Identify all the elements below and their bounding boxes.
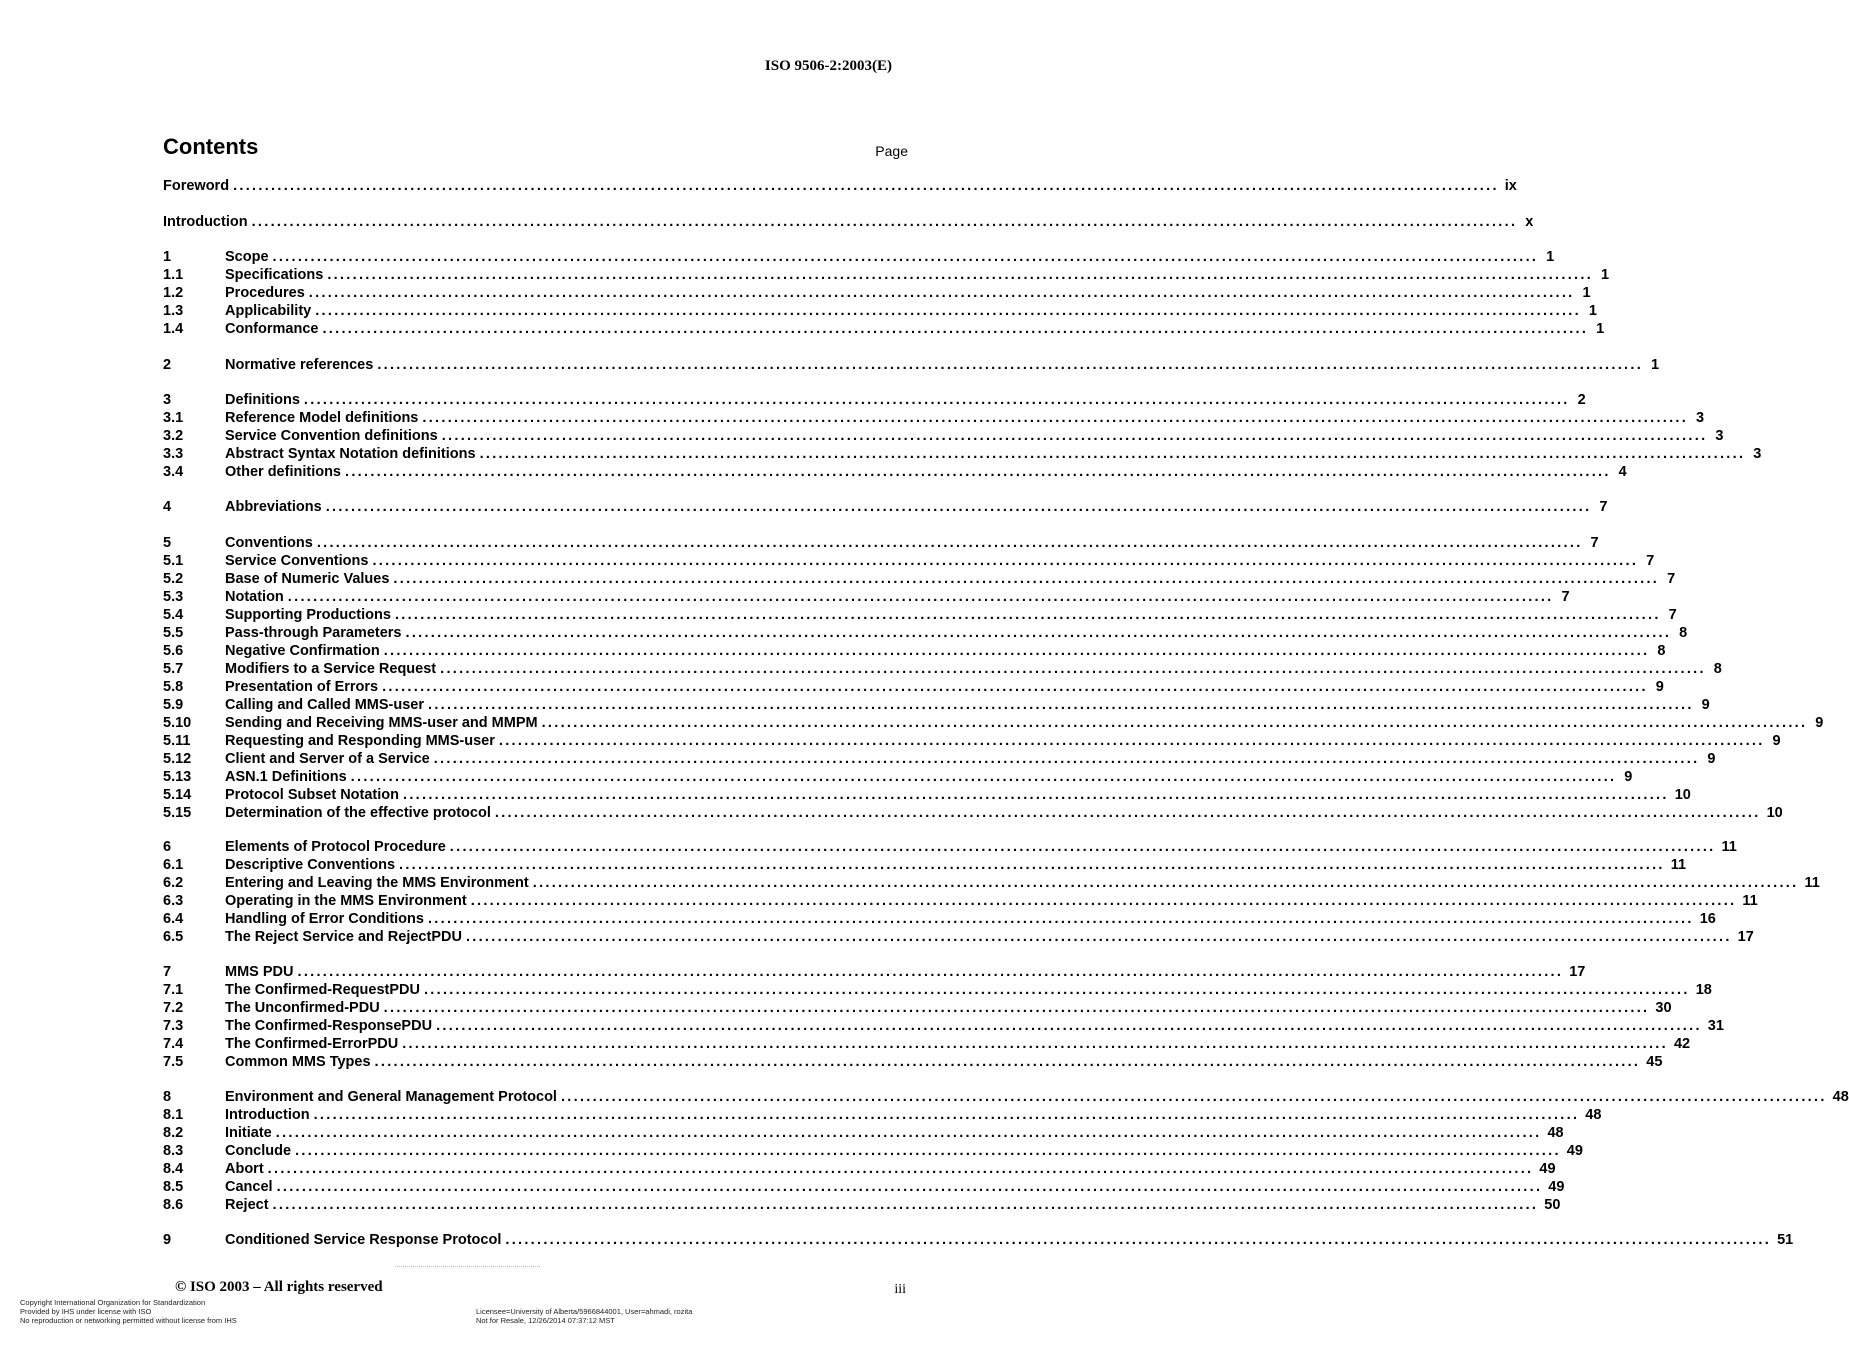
toc-section-title: Handling of Error Conditions	[225, 911, 424, 927]
toc-section-number: 5.7	[163, 661, 184, 677]
license-line: Not for Resale, 12/26/2014 07:37:12 MST	[476, 1316, 615, 1325]
toc-section-title: Protocol Subset Notation	[225, 787, 399, 803]
standard-id-header: ISO 9506-2:2003(E)	[764, 58, 892, 74]
toc-page-number: 45	[1646, 1054, 1663, 1070]
toc-section-number: 9	[163, 1232, 172, 1248]
toc-dot-leader: ........................................................................................................................................................................................................	[295, 1143, 1561, 1159]
toc-section-title: Pass-through Parameters	[225, 625, 402, 641]
toc-page-number: 48	[1585, 1107, 1602, 1123]
toc-entry[interactable]	[163, 1178, 1565, 1196]
toc-section-number: 2	[163, 357, 172, 373]
toc-section-title: Conventions	[225, 535, 313, 551]
toc-section-title: Cancel	[225, 1179, 273, 1195]
toc-page-number: 50	[1544, 1197, 1561, 1213]
toc-page-number: 48	[1547, 1125, 1564, 1141]
toc-section-number: 5.2	[163, 571, 184, 587]
toc-dot-leader: ........................................................................................................................................................................................................	[297, 964, 1564, 980]
toc-dot-leader: ........................................................................................................................................................................................................	[422, 410, 1689, 426]
toc-section-title: Negative Confirmation	[225, 643, 380, 659]
toc-entry[interactable]	[163, 213, 1534, 231]
toc-dot-leader: ........................................................................................................................................................................................................	[505, 1232, 1772, 1248]
toc-section-number: 3.1	[163, 410, 184, 426]
toc-entry[interactable]	[163, 928, 1754, 946]
toc-section-title: Descriptive Conventions	[225, 857, 396, 873]
toc-section-title: Introduction	[163, 214, 248, 230]
toc-entry[interactable]	[163, 624, 1688, 642]
toc-page-number: 1	[1650, 357, 1660, 373]
toc-section-title: Other definitions	[225, 464, 341, 480]
toc-dot-leader: ........................................................................................................................................................................................................	[436, 1018, 1702, 1034]
toc-page-number: 3	[1696, 410, 1705, 426]
toc-entry[interactable]	[163, 320, 1605, 338]
toc-section-number: 8.3	[163, 1143, 184, 1159]
toc-dot-leader: ........................................................................................................................................................................................................	[479, 446, 1746, 462]
toc-entry[interactable]	[163, 804, 1783, 822]
toc-section-number: 7.2	[163, 1000, 184, 1016]
toc-entry[interactable]	[163, 409, 1705, 427]
toc-section-number: 3.2	[163, 428, 184, 444]
toc-section-title: Abort	[225, 1161, 264, 1177]
toc-section-title: Sending and Receiving MMS-user and MMPM	[225, 715, 538, 731]
toc-page-number: 2	[1577, 392, 1586, 408]
toc-section-title: Foreword	[163, 178, 230, 194]
toc-section-title: Conclude	[225, 1143, 292, 1159]
toc-section-title: Introduction	[225, 1107, 310, 1123]
toc-entry[interactable]	[163, 714, 1824, 732]
toc-section-number: 5.12	[163, 751, 192, 767]
toc-section-title: Applicability	[225, 303, 312, 319]
toc-dot-leader: ........................................................................................................................................................................................................	[313, 1107, 1580, 1123]
toc-section-title: Common MMS Types	[225, 1054, 371, 1070]
toc-page-number: 10	[1766, 805, 1783, 821]
toc-section-number: 8.5	[163, 1179, 184, 1195]
license-line: Licensee=University of Alberta/5966844001, User=ahmadi, rozita	[476, 1307, 693, 1316]
toc-section-title: Initiate	[225, 1125, 272, 1141]
toc-page-number: 11	[1804, 875, 1820, 891]
toc-section-number: 3.3	[163, 446, 184, 462]
toc-dot-leader: ........................................................................................................................................................................................................	[560, 1089, 1827, 1105]
toc-entry[interactable]	[163, 356, 1660, 374]
toc-section-title: Determination of the effective protocol	[225, 805, 491, 821]
toc-entry[interactable]	[163, 892, 1758, 910]
toc-dot-leader: ........................................................................................................................................................................................................	[393, 571, 1660, 587]
toc-page-number: 4	[1618, 464, 1627, 480]
toc-section-number: 1	[163, 249, 172, 265]
toc-section-title: Abstract Syntax Notation definitions	[225, 446, 476, 462]
toc-entry[interactable]	[163, 696, 1710, 714]
toc-page-number: 7	[1668, 607, 1677, 623]
toc-page-number: 1	[1600, 267, 1610, 283]
toc-page-number: 51	[1777, 1232, 1794, 1248]
toc-section-number: 7.1	[163, 982, 184, 998]
toc-entry[interactable]	[163, 606, 1677, 624]
toc-entry[interactable]	[163, 786, 1691, 804]
toc-page-number: 9	[1707, 751, 1716, 767]
toc-dot-leader: ........................................................................................................................................................................................................	[272, 1197, 1539, 1213]
toc-page-number: 11	[1742, 893, 1758, 909]
toc-dot-leader: ........................................................................................................................................................................................................	[441, 428, 1708, 444]
toc-entry[interactable]	[163, 963, 1586, 981]
toc-dot-leader: ........................................................................................................................................................................................................	[399, 857, 1665, 873]
toc-section-number: 5.13	[163, 769, 192, 785]
toc-dot-leader: ........................................................................................................................................................................................................	[402, 1036, 1668, 1052]
toc-page-number: 9	[1772, 733, 1781, 749]
toc-entry[interactable]	[163, 642, 1666, 660]
toc-section-number: 5.8	[163, 679, 184, 695]
toc-page-number: 49	[1566, 1143, 1583, 1159]
toc-section-number: 6.2	[163, 875, 184, 891]
toc-entry[interactable]	[163, 874, 1820, 892]
toc-section-number: 8.1	[163, 1107, 184, 1123]
toc-section-number: 1.4	[163, 321, 184, 337]
toc-dot-leader: ........................................................................................................................................................................................................	[465, 929, 1732, 945]
toc-section-number: 4	[163, 499, 172, 515]
toc-page-number: 42	[1673, 1036, 1691, 1052]
toc-page-number: 9	[1624, 769, 1633, 785]
toc-entry[interactable]	[163, 498, 1608, 516]
toc-page-number: 9	[1701, 697, 1710, 713]
toc-section-number: 5.3	[163, 589, 184, 605]
toc-entry[interactable]	[163, 248, 1555, 266]
toc-section-title: The Confirmed-RequestPDU	[225, 982, 420, 998]
toc-page-number: 7	[1590, 535, 1599, 551]
toc-page-number: 11	[1721, 839, 1737, 855]
toc-section-number: 3.4	[163, 464, 184, 480]
toc-page-number: 18	[1695, 982, 1712, 998]
toc-dot-leader: ........................................................................................................................................................................................................	[267, 1161, 1534, 1177]
toc-section-title: Notation	[225, 589, 284, 605]
toc-entry[interactable]	[163, 1160, 1556, 1178]
toc-dot-leader: ........................................................................................................................................................................................................	[405, 625, 1672, 641]
toc-entry[interactable]	[163, 1142, 1583, 1160]
toc-page-number: 17	[1737, 929, 1754, 945]
toc-section-number: 5.11	[163, 733, 191, 749]
toc-section-number: 5.15	[163, 805, 192, 821]
toc-dot-leader: ........................................................................................................................................................................................................	[498, 733, 1765, 749]
toc-page-number: 8	[1713, 661, 1722, 677]
toc-section-number: 5.6	[163, 643, 184, 659]
toc-entry[interactable]	[163, 1231, 1794, 1249]
toc-dot-leader: ........................................................................................................................................................................................................	[470, 893, 1737, 909]
toc-dot-leader: ........................................................................................................................................................................................................	[287, 589, 1554, 605]
toc-page-number: 11	[1670, 857, 1687, 873]
toc-dot-leader: ........................................................................................................................................................................................................	[303, 392, 1570, 408]
toc-page-number: 1	[1596, 321, 1605, 337]
toc-dot-leader: ........................................................................................................................................................................................................	[440, 661, 1706, 677]
toc-page-number: x	[1525, 214, 1534, 230]
toc-dot-leader: ........................................................................................................................................................................................................	[251, 214, 1518, 230]
toc-section-title: The Reject Service and RejectPDU	[225, 929, 462, 945]
toc-page-number: 17	[1569, 964, 1586, 980]
toc-section-title: ASN.1 Definitions	[225, 769, 347, 785]
toc-dot-leader: ........................................................................................................................................................................................................	[272, 249, 1539, 265]
toc-dot-leader: ........................................................................................................................................................................................................	[383, 1000, 1650, 1016]
toc-section-title: Supporting Productions	[225, 607, 391, 623]
toc-dot-leader: ........................................................................................................................................................................................................	[541, 715, 1808, 731]
toc-section-number: 6	[163, 839, 172, 855]
toc-section-number: 5.1	[163, 553, 184, 569]
toc-dot-leader: ........................................................................................................................................................................................................	[423, 982, 1690, 998]
toc-section-number: 5.10	[163, 715, 192, 731]
toc-page-number: 1	[1588, 303, 1597, 319]
toc-section-title: Service Conventions	[225, 553, 369, 569]
toc-entry[interactable]	[163, 302, 1597, 320]
toc-section-title: Definitions	[225, 392, 300, 408]
toc-section-title: The Confirmed-ErrorPDU	[225, 1036, 399, 1052]
toc-entry[interactable]	[163, 266, 1610, 284]
toc-page-number: 49	[1548, 1179, 1565, 1195]
toc-entry[interactable]	[163, 910, 1716, 928]
toc-dot-leader: ........................................................................................................................................................................................................	[428, 697, 1694, 713]
toc-entry[interactable]	[163, 1196, 1561, 1214]
toc-entry[interactable]	[163, 1088, 1849, 1106]
toc-section-title: Entering and Leaving the MMS Environment	[225, 875, 529, 891]
toc-entry[interactable]	[163, 1035, 1691, 1053]
toc-section-title: Calling and Called MMS-user	[225, 697, 424, 713]
toc-dot-leader: ........................................................................................................................................................................................................	[350, 769, 1617, 785]
toc-section-title: Modifiers to a Service Request	[225, 661, 437, 677]
toc-section-number: 6.5	[163, 929, 184, 945]
page-column-label: Page	[875, 143, 908, 159]
toc-entry[interactable]	[163, 534, 1599, 552]
toc-dot-leader: ........................................................................................................................................................................................................	[345, 464, 1611, 480]
toc-page-number: 8	[1679, 625, 1688, 641]
toc-page-number: 1	[1582, 285, 1591, 301]
contents-title: Contents	[163, 134, 259, 159]
toc-entry[interactable]	[163, 463, 1627, 481]
toc-entry[interactable]	[163, 750, 1716, 768]
toc-entry[interactable]	[163, 838, 1737, 856]
toc-entry[interactable]	[163, 588, 1570, 606]
toc-dot-leader: ........................................................................................................................................................................................................	[449, 839, 1716, 855]
toc-entry[interactable]	[163, 999, 1672, 1017]
toc-page-number: 48	[1832, 1089, 1849, 1105]
toc-section-number: 5.5	[163, 625, 184, 641]
toc-dot-leader: ........................................................................................................................................................................................................	[532, 875, 1799, 891]
toc-section-number: 5.4	[163, 607, 184, 623]
toc-entry[interactable]	[163, 678, 1664, 696]
license-notice-right	[476, 1307, 692, 1325]
toc-section-number: 8	[163, 1089, 172, 1105]
toc-page-number: 7	[1667, 571, 1676, 587]
toc-dot-leader: ........................................................................................................................................................................................................	[276, 1179, 1543, 1195]
toc-entry[interactable]	[163, 1106, 1602, 1124]
toc-page-number: 7	[1599, 499, 1608, 515]
toc-page-number: 3	[1715, 428, 1724, 444]
toc-entry[interactable]	[163, 768, 1633, 786]
toc-entry[interactable]	[163, 570, 1676, 588]
toc-page-number: 30	[1655, 1000, 1672, 1016]
toc-page-number: 31	[1707, 1018, 1724, 1034]
scan-artifact	[395, 1266, 540, 1269]
toc-page-number: 9	[1815, 715, 1824, 731]
toc-entry[interactable]	[163, 981, 1712, 999]
toc-entry[interactable]	[163, 552, 1655, 570]
toc-dot-leader: ........................................................................................................................................................................................................	[433, 751, 1700, 767]
toc-page-number: 8	[1657, 643, 1666, 659]
toc-dot-leader: ........................................................................................................................................................................................................	[308, 285, 1575, 301]
toc-dot-leader: ........................................................................................................................................................................................................	[383, 643, 1650, 659]
toc-section-title: Service Convention definitions	[225, 428, 438, 444]
toc-page-number: 9	[1655, 679, 1664, 695]
toc-entry[interactable]	[163, 445, 1762, 463]
copyright-notice: © ISO 2003 – All rights reserved	[175, 1279, 383, 1295]
license-line: No reproduction or networking permitted without license from IHS	[20, 1316, 237, 1325]
toc-section-title: Client and Server of a Service	[225, 751, 430, 767]
page-number: iii	[894, 1282, 906, 1297]
toc-page-number: 7	[1561, 589, 1570, 605]
toc-section-number: 1.1	[163, 267, 184, 283]
toc-section-title: Conformance	[225, 321, 319, 337]
toc-page-number: 7	[1646, 553, 1655, 569]
toc-entry[interactable]	[163, 177, 1517, 195]
toc-section-number: 7	[163, 964, 172, 980]
toc-section-title: Conditioned Service Response Protocol	[225, 1232, 502, 1248]
toc-page-number: ix	[1504, 178, 1517, 194]
toc-section-number: 8.6	[163, 1197, 184, 1213]
toc-section-number: 7.3	[163, 1018, 184, 1034]
toc-section-number: 3	[163, 392, 172, 408]
toc-page-number: 3	[1753, 446, 1762, 462]
toc-section-number: 1.3	[163, 303, 184, 319]
toc-section-number: 6.3	[163, 893, 184, 909]
toc-section-number: 7.4	[163, 1036, 184, 1052]
toc-section-number: 5.14	[163, 787, 192, 803]
toc-entry[interactable]	[163, 856, 1687, 874]
toc-dot-leader: ........................................................................................................................................................................................................	[403, 787, 1669, 803]
toc-section-title: Operating in the MMS Environment	[225, 893, 467, 909]
toc-section-title: Normative references	[225, 357, 374, 373]
toc-section-title: Environment and General Management Protocol	[225, 1089, 557, 1105]
toc-section-number: 5	[163, 535, 172, 551]
license-line: Provided by IHS under license with ISO	[20, 1307, 152, 1316]
toc-dot-leader: ........................................................................................................................................................................................................	[372, 553, 1639, 569]
toc-section-title: Reject	[225, 1197, 269, 1213]
toc-dot-leader: ........................................................................................................................................................................................................	[427, 911, 1694, 927]
toc-section-title: Base of Numeric Values	[225, 571, 390, 587]
toc-section-number: 8.2	[163, 1125, 184, 1141]
toc-dot-leader: ........................................................................................................................................................................................................	[394, 607, 1661, 623]
toc-page-number: 1	[1546, 249, 1555, 265]
toc-dot-leader: ........................................................................................................................................................................................................	[275, 1125, 1542, 1141]
toc-dot-leader: ........................................................................................................................................................................................................	[382, 679, 1648, 695]
toc-entry[interactable]	[163, 732, 1781, 750]
toc-section-title: The Confirmed-ResponsePDU	[225, 1018, 433, 1034]
toc-dot-leader: ........................................................................................................................................................................................................	[233, 178, 1499, 194]
toc-entry[interactable]	[163, 284, 1591, 302]
license-line: Copyright International Organization for Standardization	[20, 1298, 206, 1307]
toc-page-number: 49	[1539, 1161, 1556, 1177]
toc-section-title: Requesting and Responding MMS-user	[225, 733, 495, 749]
toc-section-title: Abbreviations	[225, 499, 322, 515]
toc-entry[interactable]	[163, 660, 1722, 678]
toc-section-number: 8.4	[163, 1161, 184, 1177]
toc-section-number: 5.9	[163, 697, 184, 713]
toc-page-number: 16	[1699, 911, 1716, 927]
toc-entry[interactable]	[163, 391, 1586, 409]
toc-section-number: 1.2	[163, 285, 184, 301]
toc-section-title: Procedures	[225, 285, 305, 301]
toc-page-number: 10	[1674, 787, 1691, 803]
toc-entry[interactable]	[163, 1053, 1663, 1071]
toc-dot-leader: ........................................................................................................................................................................................................	[322, 321, 1589, 337]
license-notice-left	[20, 1298, 237, 1325]
toc-section-number: 6.1	[163, 857, 184, 873]
toc-section-number: 6.4	[163, 911, 184, 927]
toc-dot-leader: ........................................................................................................................................................................................................	[316, 535, 1583, 551]
toc-section-title: MMS PDU	[225, 964, 294, 980]
toc-dot-leader: ........................................................................................................................................................................................................	[494, 805, 1761, 821]
toc-section-number: 7.5	[163, 1054, 184, 1070]
toc-section-title: The Unconfirmed-PDU	[225, 1000, 380, 1016]
toc-dot-leader: ........................................................................................................................................................................................................	[315, 303, 1581, 319]
toc-entry[interactable]	[163, 427, 1724, 445]
toc-section-title: Elements of Protocol Procedure	[225, 839, 446, 855]
toc-section-title: Presentation of Errors	[225, 679, 379, 695]
toc-dot-leader: ........................................................................................................................................................................................................	[327, 267, 1594, 283]
toc-entry[interactable]	[163, 1124, 1564, 1142]
toc-dot-leader: ........................................................................................................................................................................................................	[374, 1054, 1641, 1070]
toc-section-title: Reference Model definitions	[225, 410, 419, 426]
toc-dot-leader: ........................................................................................................................................................................................................	[325, 499, 1592, 515]
toc-section-title: Scope	[225, 249, 269, 265]
toc-dot-leader: ........................................................................................................................................................................................................	[377, 357, 1644, 373]
toc-entry[interactable]	[163, 1017, 1724, 1035]
toc-section-title: Specifications	[225, 267, 324, 283]
